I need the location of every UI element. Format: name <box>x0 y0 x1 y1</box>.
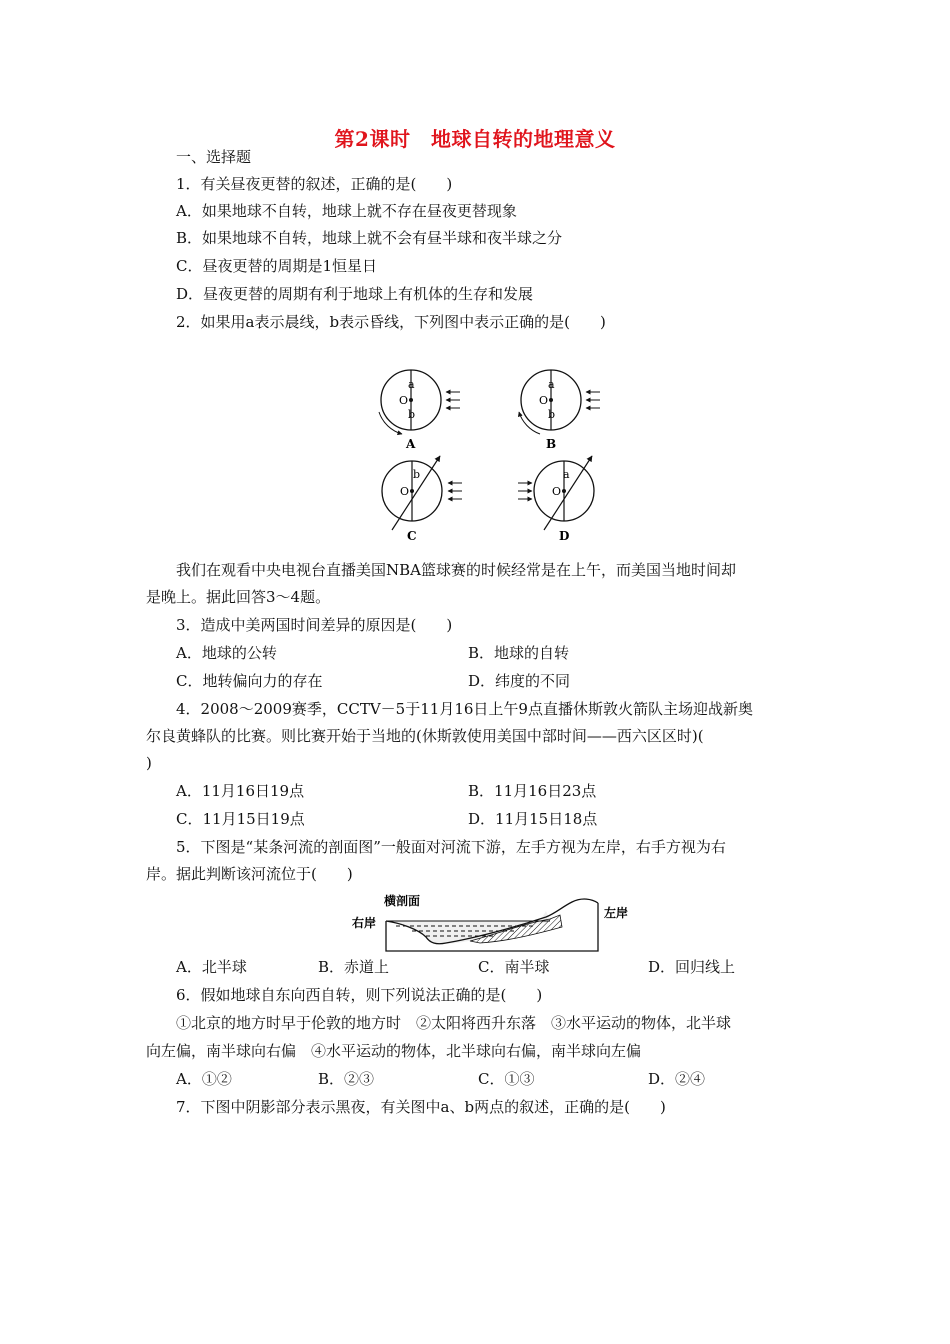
q2-panel-d <box>518 456 594 543</box>
q3-option-b: B．地球的自转 <box>468 644 570 662</box>
q6-option-d: D．②④ <box>648 1070 706 1088</box>
q6-statements-line-2: 向左偏，南半球向右偏 ④水平运动的物体，北半球向右偏，南半球向左偏 <box>146 1042 642 1060</box>
q6-stem: 6．假如地球自东向西自转，则下列说法正确的是( ) <box>176 986 543 1004</box>
q1-option-b: B．如果地球不自转，地球上就不会有昼半球和夜半球之分 <box>176 229 563 247</box>
q4-option-c: C．11月15日19点 <box>176 810 305 828</box>
q1-option-a: A．如果地球不自转，地球上就不存在昼夜更替现象 <box>176 202 517 220</box>
q4-option-d: D．11月15日18点 <box>468 810 598 828</box>
q5-option-b: B．赤道上 <box>318 958 390 976</box>
q2-b-label-b: b <box>548 408 556 421</box>
q5-option-c: C．南半球 <box>478 958 550 976</box>
q2-figure <box>370 360 610 546</box>
q5-option-d: D．回归线上 <box>648 958 736 976</box>
q5-option-a: A．北半球 <box>176 958 247 976</box>
q2-panel-b <box>519 370 600 451</box>
q1-stem: 1．有关昼夜更替的叙述，正确的是( ) <box>176 175 453 193</box>
q2-panel-b-label: B <box>546 437 557 451</box>
q2-panel-c <box>382 456 462 543</box>
q6-statements-line-1: ①北京的地方时早于伦敦的地方时 ②太阳将西升东落 ③水平运动的物体，北半球 <box>176 1014 732 1032</box>
q3-stem: 3．造成中美两国时间差异的原因是( ) <box>176 616 453 634</box>
page-title: 第2课时 地球自转的地理意义 <box>334 127 616 151</box>
q2-c-label-b: b <box>413 468 421 481</box>
q3-option-c: C．地转偏向力的存在 <box>176 672 323 690</box>
passage-line-2: 是晚上。据此回答3～4题。 <box>146 588 331 606</box>
q1-option-c: C．昼夜更替的周期是1恒星日 <box>176 257 378 275</box>
q4-option-b: B．11月16日23点 <box>468 782 597 800</box>
q4-option-a: A．11月16日19点 <box>176 782 305 800</box>
q2-stem: 2．如果用a表示晨线，b表示昏线，下列图中表示正确的是( ) <box>176 313 606 331</box>
q2-a-label-b: b <box>408 408 416 421</box>
q1-option-d: D．昼夜更替的周期有利于地球上有机体的生存和发展 <box>176 285 534 303</box>
q5-line-2: 岸。据此判断该河流位于( ) <box>146 865 353 883</box>
q7-stem: 7．下图中阴影部分表示黑夜，有关图中a、b两点的叙述，正确的是( ) <box>176 1098 666 1116</box>
q2-d-label-o: O <box>552 485 562 498</box>
passage-line-1: 我们在观看中央电视台直播美国NBA篮球赛的时候经常是在上午，而美国当地时间却 <box>176 561 736 579</box>
q2-b-label-a: a <box>548 378 555 391</box>
q2-panel-c-label: C <box>407 529 417 543</box>
q5-left-bank-label: 左岸 <box>604 906 629 920</box>
q5-figure-title: 横剖面 <box>384 894 421 908</box>
section-heading: 一、选择题 <box>176 148 252 166</box>
q5-line-1: 5．下图是“某条河流的剖面图”一般面对河流下游，左手方视为左岸，右手方视为右 <box>176 838 726 856</box>
q3-option-a: A．地球的公转 <box>176 644 277 662</box>
q6-option-b: B．②③ <box>318 1070 375 1088</box>
q2-b-label-o: O <box>539 394 549 407</box>
q2-a-label-o: O <box>399 394 409 407</box>
q2-panel-a-label: A <box>406 437 416 451</box>
q3-option-d: D．纬度的不同 <box>468 672 571 690</box>
q6-option-a: A．①② <box>176 1070 232 1088</box>
q6-option-c: C．①③ <box>478 1070 535 1088</box>
q2-panel-d-label: D <box>559 529 570 543</box>
q4-line-3: ) <box>146 754 152 772</box>
q2-d-label-a: a <box>563 468 570 481</box>
q2-a-label-a: a <box>408 378 415 391</box>
q4-line-2: 尔良黄蜂队的比赛。则比赛开始于当地的(休斯敦使用美国中部时间——西六区区时)( <box>146 727 704 745</box>
q5-right-bank-label: 右岸 <box>352 916 377 930</box>
q2-c-label-o: O <box>400 485 410 498</box>
q4-line-1: 4．2008～2009赛季，CCTV－5于11月16日上午9点直播休斯敦火箭队主场迎战新奥 <box>176 700 753 718</box>
q5-river-figure <box>350 893 635 955</box>
q2-panel-a <box>379 370 460 451</box>
